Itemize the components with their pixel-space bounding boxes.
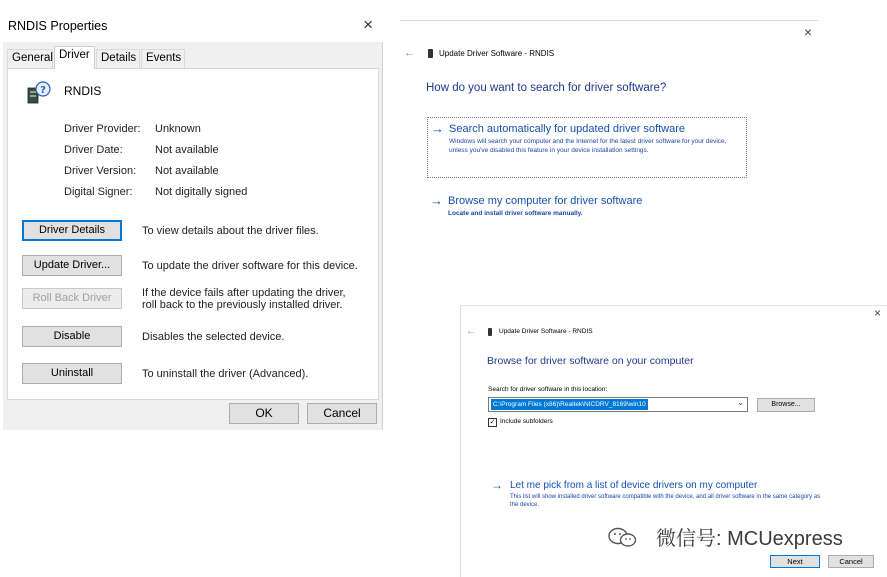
update-driver-search-dialog xyxy=(400,20,818,277)
driver-provider-value: Unknown xyxy=(155,123,201,135)
driver-version-label: Driver Version: xyxy=(64,165,137,177)
pick-from-list-option[interactable] xyxy=(491,478,851,512)
search-automatically-desc: Windows will search your computer and the Internet for the latest driver software for your device, unless you've disabled this feature in your device installation settings. xyxy=(449,138,727,154)
browse-computer-option[interactable] xyxy=(427,193,747,223)
driver-path-value[interactable]: C:\Program Files (x86)\Realtek\NICDRV_8169\win10 xyxy=(493,401,646,408)
arrow-right-icon: → xyxy=(431,121,444,136)
disable-button[interactable]: Disable xyxy=(22,326,122,347)
device-icon xyxy=(428,49,433,58)
arrow-right-icon: → xyxy=(430,193,443,208)
digital-signer-label: Digital Signer: xyxy=(64,186,133,198)
ok-button[interactable]: OK xyxy=(229,403,299,424)
pick-from-list-title[interactable]: Let me pick from a list of device drivers on my computer xyxy=(510,480,758,491)
update-driver-button[interactable]: Update Driver... xyxy=(22,255,122,276)
cancel-button[interactable]: Cancel xyxy=(828,555,874,568)
browse-computer-desc: Locate and install driver software manually. xyxy=(448,210,583,217)
browse-computer-title[interactable]: Browse my computer for driver software xyxy=(448,195,643,207)
dialog-title: RNDIS Properties xyxy=(8,19,108,33)
driver-version-value: Not available xyxy=(155,165,219,177)
wizard-title: Update Driver Software - RNDIS xyxy=(499,328,593,335)
driver-tab-page xyxy=(7,68,379,400)
driver-path-combobox[interactable] xyxy=(488,397,748,412)
device-icon xyxy=(488,328,492,336)
watermark-text: 微信号: MCUexpress xyxy=(656,528,843,550)
wizard-heading: Browse for driver software on your computer xyxy=(487,355,694,367)
include-subfolders-checkbox[interactable]: ✓ xyxy=(489,419,496,426)
close-icon[interactable]: × xyxy=(873,306,881,320)
uninstall-button[interactable]: Uninstall xyxy=(22,363,122,384)
roll-back-driver-desc: If the device fails after updating the driver, roll back to the previously installed driver. xyxy=(142,287,346,311)
tab-details[interactable]: Details xyxy=(96,49,140,68)
tab-events[interactable]: Events xyxy=(141,49,185,68)
pick-from-list-desc: This list will show installed driver software compatible with the device, and all driver software in the same category as the device. xyxy=(510,494,821,508)
roll-back-driver-button[interactable]: Roll Back Driver xyxy=(22,288,122,309)
arrow-right-icon: → xyxy=(491,478,503,492)
disable-desc: Disables the selected device. xyxy=(142,331,285,343)
cancel-button[interactable]: Cancel xyxy=(307,403,377,424)
rndis-properties-dialog xyxy=(3,12,383,430)
network-device-icon xyxy=(26,81,52,107)
wizard-title: Update Driver Software - RNDIS xyxy=(439,49,555,58)
search-automatically-option[interactable] xyxy=(427,117,747,178)
driver-date-label: Driver Date: xyxy=(64,144,123,156)
wizard-heading: How do you want to search for driver software? xyxy=(426,82,667,94)
driver-provider-label: Driver Provider: xyxy=(64,123,141,135)
wechat-logo-icon xyxy=(606,525,650,551)
browse-button[interactable]: Browse... xyxy=(757,398,815,412)
title-bar xyxy=(3,12,383,42)
device-name: RNDIS xyxy=(64,84,102,98)
uninstall-desc: To uninstall the driver (Advanced). xyxy=(142,368,309,380)
close-icon[interactable]: × xyxy=(363,15,373,34)
search-automatically-title[interactable]: Search automatically for updated driver software xyxy=(449,123,686,135)
tab-driver[interactable]: Driver xyxy=(54,46,95,69)
next-button[interactable]: Next xyxy=(770,555,820,568)
back-arrow-icon[interactable]: ← xyxy=(404,47,415,59)
driver-details-button[interactable]: Driver Details xyxy=(22,220,122,241)
svg-text:?: ? xyxy=(40,85,46,96)
search-location-label: Search for driver software in this location: xyxy=(488,386,608,393)
chevron-down-icon[interactable]: ⌄ xyxy=(737,398,744,407)
close-icon[interactable]: × xyxy=(803,24,812,40)
digital-signer-value: Not digitally signed xyxy=(155,186,248,198)
tab-general[interactable]: General xyxy=(7,49,53,68)
include-subfolders-label: Include subfolders xyxy=(500,418,553,425)
back-arrow-icon[interactable]: ← xyxy=(466,326,476,337)
driver-date-value: Not available xyxy=(155,144,219,156)
update-driver-desc: To update the driver software for this device. xyxy=(142,260,358,272)
driver-details-desc: To view details about the driver files. xyxy=(142,225,319,237)
